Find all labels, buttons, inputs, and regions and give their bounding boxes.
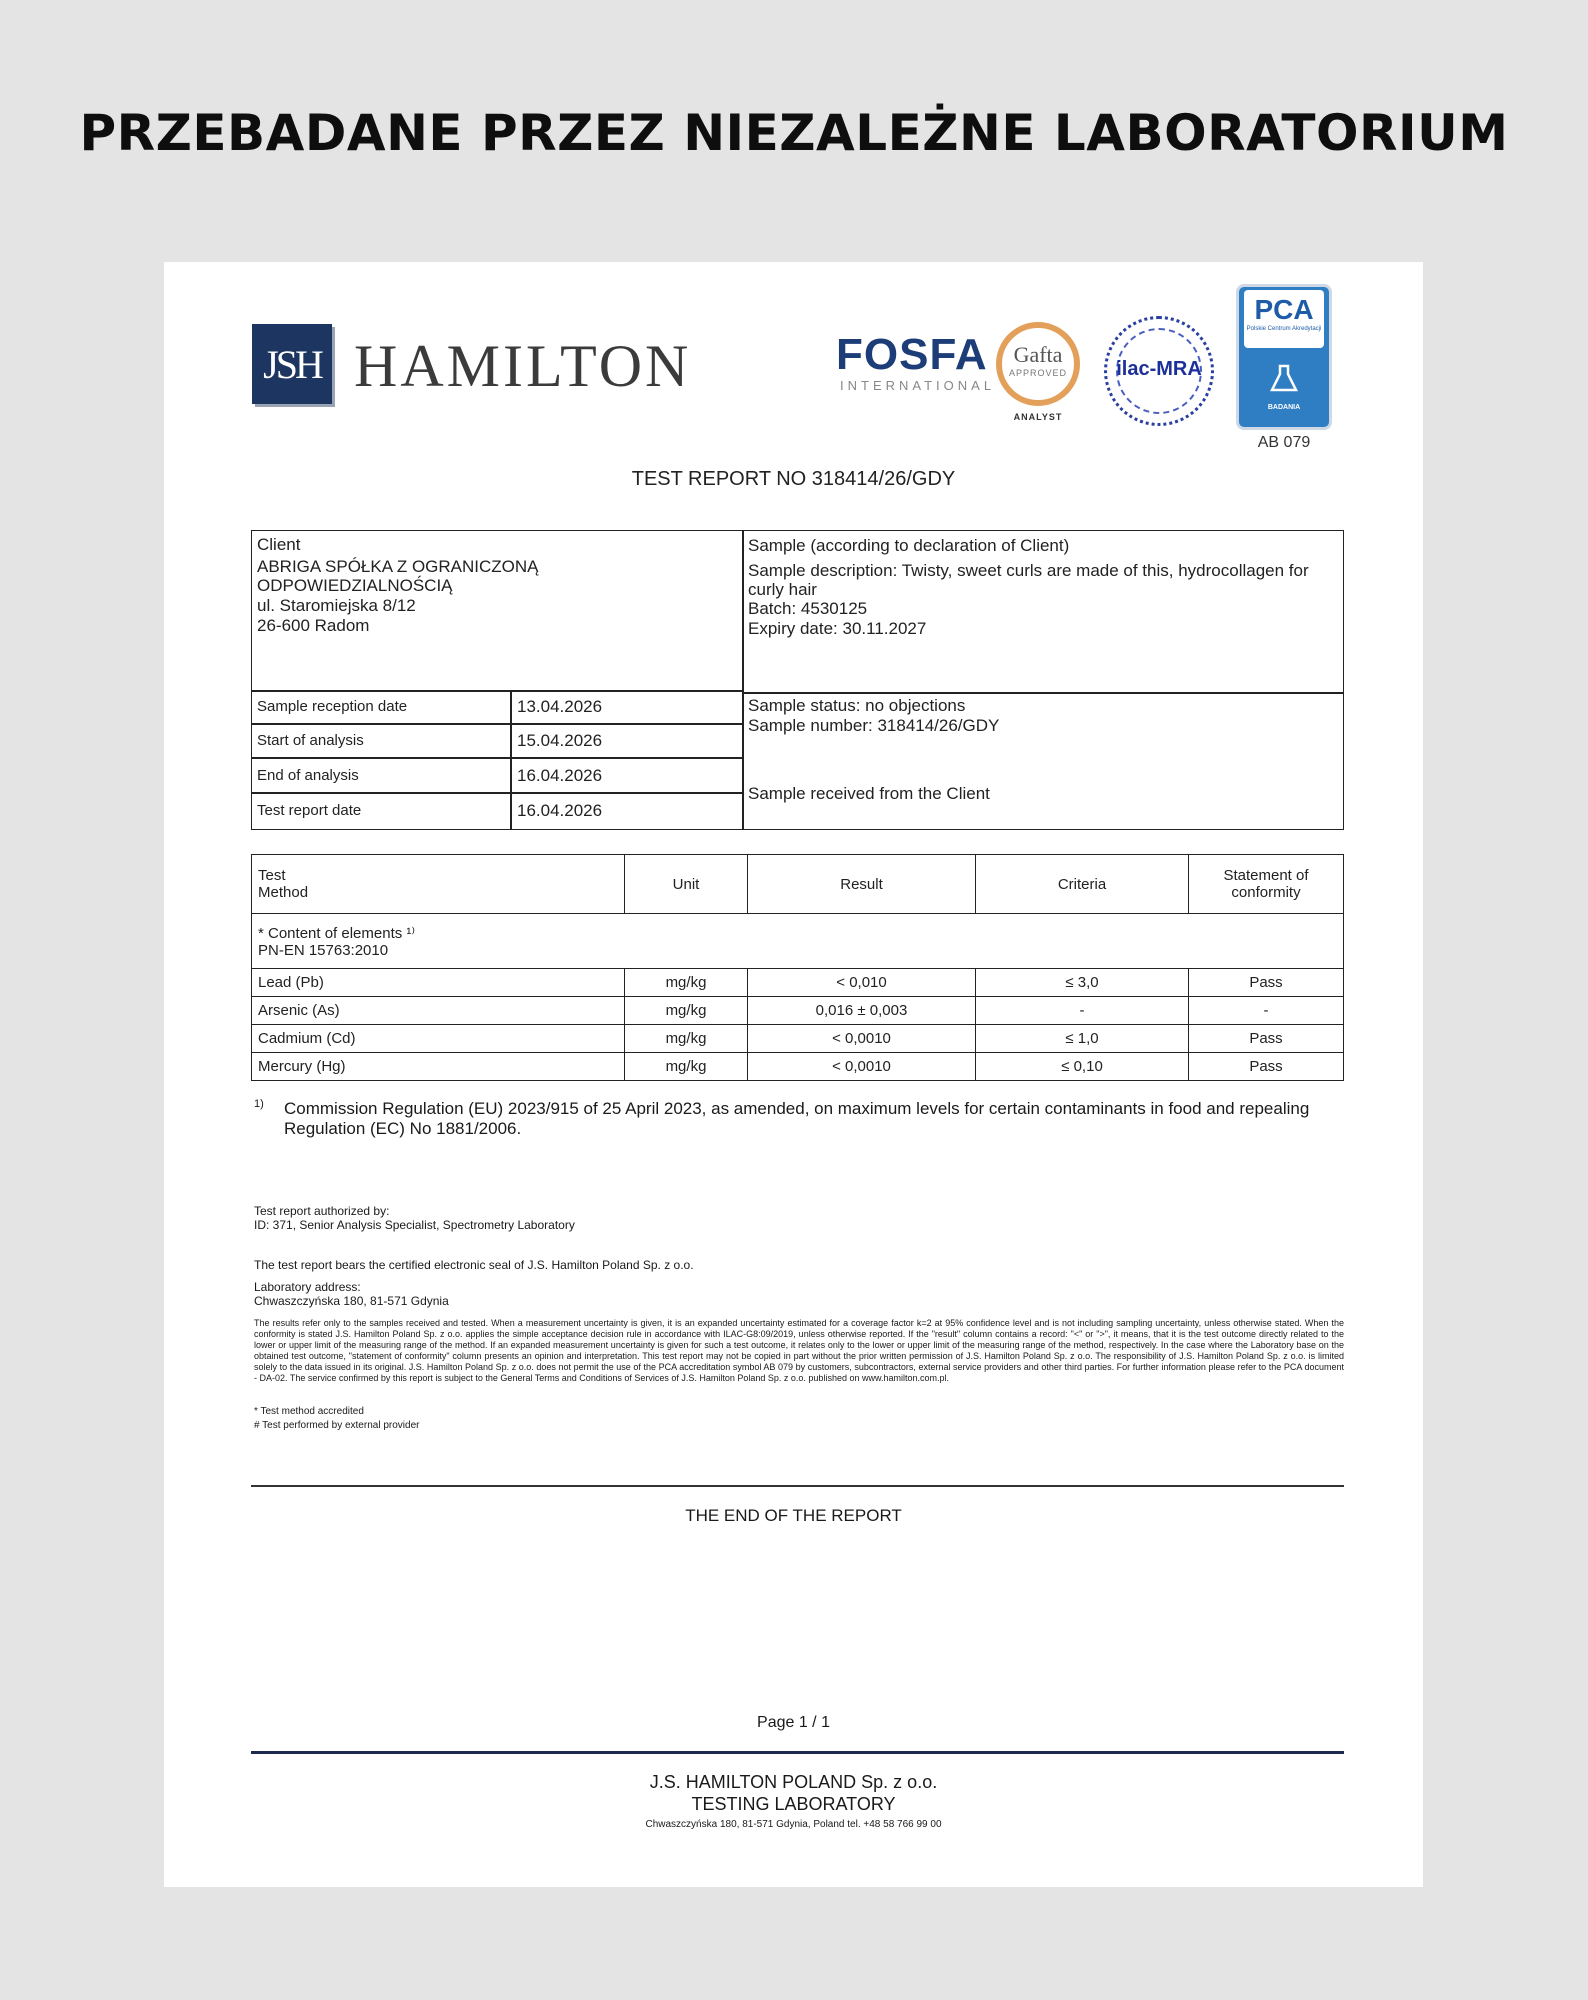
company-division: TESTING LABORATORY [691,1794,896,1814]
flask-icon [1268,362,1300,394]
electronic-seal-note: The test report bears the certified electronic seal of J.S. Hamilton Poland Sp. z o.o. [254,1258,694,1272]
pca-accreditation-number: AB 079 [1257,434,1311,451]
cell-unit: mg/kg [625,969,748,997]
report-title: TEST REPORT NO 318414/26/GDY [631,468,956,490]
dates-column-divider [510,690,512,830]
cell-result: < 0,010 [748,969,976,997]
header-result: Result [748,855,976,914]
dates-row-divider-3 [251,792,742,794]
results-group-row [252,914,1344,969]
cell-criteria: ≤ 3,0 [976,969,1189,997]
results-header-row [252,855,1344,914]
header-unit: Unit [625,855,748,914]
page-headline: PRZEBADANE PRZEZ NIEZALEŻNE LABORATORIUM [79,104,1509,162]
cell-statement: Pass [1189,1025,1344,1053]
footnote-text: Commission Regulation (EU) 2023/915 of 25 April 2023, as amended, on maximum levels for certain contaminants in food and repealing Regulation (EC) No 1881/2006. [284,1099,1310,1138]
cell-criteria: ≤ 1,0 [976,1025,1189,1053]
header-statement-line1: Statement of [1223,867,1309,884]
client-heading: Client [257,535,301,554]
footer-divider [251,1751,1344,1754]
disclaimer-text: The results refer only to the samples received and tested. When a measurement uncertainty is given, it is an expanded uncertainty estimated for a coverage factor k=2 at 95% confidence level and is not including sampling uncertainty, unless otherwise stated. When the conformity is stated J.S. Hamilton Poland Sp. z o.o. applies the simple acceptance decision rule in accordance with ILAC-G8:09/2019, unless otherwise reported. If the "result" column contains a record: "<" or ">", it means, that it is the test outcome directly related to the lower or upper limit of the measuring range of the method. If an expanded measurement uncertainty is given for such a test outcome, it relates only to the lower or upper limit of the measuring range of the method, respectively. In the case where the Laboratory base on the obtained test outcome, "statement of conformity" column presents an opinion and interpretation. This test report may not be copied in part without the prior written permission of J.S. Hamilton Poland Sp. z o.o. The responsibility of J.S. Hamilton Poland Sp. z o.o. is limited solely to the data issued in its original. J.S. Hamilton Poland Sp. z o.o. does not permit the use of the PCA accreditation symbol AB 079 by customers, subcontractors, external service providers and other third parties. For further information please refer to the PCA document - DA-02. The service confirmed by this report is subject to the General Terms and Conditions of Services of J.S. Hamilton Poland Sp. z o.o. published on www.hamilton.com.pl. [254,1318,1344,1383]
date-value: 13.04.2026 [517,697,603,716]
table-row [252,1053,1344,1081]
pca-badania-label: BADANIA [1267,404,1301,411]
cell-test: Cadmium (Cd) [252,1025,625,1053]
cell-unit: mg/kg [625,997,748,1025]
date-label: Test report date [257,802,362,819]
end-divider [251,1485,1344,1487]
authorized-by-label: Test report authorized by: [254,1204,390,1218]
date-label: Start of analysis [257,732,364,749]
client-sample-divider [742,530,744,830]
cell-test: Mercury (Hg) [252,1053,625,1081]
client-name-line1: ABRIGA SPÓŁKA Z OGRANICZONĄ [257,557,539,576]
dates-row-divider-1 [251,723,742,725]
hamilton-logo-text: HAMILTON [354,333,692,399]
header-test: Test [258,867,286,884]
cell-test: Lead (Pb) [252,969,625,997]
cell-statement: - [1189,997,1344,1025]
date-value: 16.04.2026 [517,766,603,785]
footnote-marker: 1) [254,1098,264,1110]
legend-accredited: * Test method accredited [254,1406,364,1417]
header-test-method [252,855,625,914]
results-table [251,854,1344,1081]
cell-criteria: ≤ 0,10 [976,1053,1189,1081]
date-value: 15.04.2026 [517,731,603,750]
sample-description-line1: Sample description: Twisty, sweet curls are made of this, hydrocollagen for [748,561,1309,580]
cell-unit: mg/kg [625,1025,748,1053]
pca-logo-subtitle: Polskie Centrum Akredytacji [1246,326,1322,332]
company-contact: Chwaszczyńska 180, 81-571 Gdynia, Poland tel. +48 58 766 99 00 [645,1819,942,1830]
gafta-approved-label: APPROVED [1008,368,1067,378]
group-method: PN-EN 15763:2010 [258,941,389,959]
sample-received: Sample received from the Client [748,784,990,803]
legend-external: # Test performed by external provider [254,1420,420,1431]
cell-test: Arsenic (As) [252,997,625,1025]
company-name: J.S. HAMILTON POLAND Sp. z o.o. [649,1772,938,1792]
group-title: * Content of elements ¹⁾ [258,924,416,942]
table-row [252,969,1344,997]
dates-row-divider-2 [251,757,742,759]
date-value: 16.04.2026 [517,801,603,820]
cell-criteria: - [976,997,1189,1025]
sample-description-line2: curly hair [748,580,817,599]
date-label: End of analysis [257,767,359,784]
laboratory-address-value: Chwaszczyńska 180, 81-571 Gdynia [254,1294,449,1308]
sample-status-divider [742,692,1344,694]
page-number: Page 1 / 1 [757,1714,830,1731]
sample-batch: Batch: 4530125 [748,599,868,618]
sample-status: Sample status: no objections [748,696,966,715]
cell-statement: Pass [1189,969,1344,997]
cell-result: < 0,0010 [748,1053,976,1081]
test-report-document [164,262,1423,1887]
date-label: Sample reception date [257,698,408,715]
results-group-cell [252,914,1344,969]
client-street: ul. Staromiejska 8/12 [257,596,416,615]
hamilton-logo-mark: JSH [252,324,332,404]
header-criteria: Criteria [976,855,1189,914]
table-row [252,1025,1344,1053]
header-statement [1189,855,1344,914]
sample-number: Sample number: 318414/26/GDY [748,716,1000,735]
gafta-analyst-label: ANALYST [1013,412,1063,422]
cell-result: < 0,0010 [748,1025,976,1053]
laboratory-address [254,1280,449,1308]
end-of-report: THE END OF THE REPORT [685,1506,902,1525]
authorized-by-id: ID: 371, Senior Analysis Specialist, Spectrometry Laboratory [254,1218,575,1232]
fosfa-logo: FOSFA [836,330,988,379]
cell-statement: Pass [1189,1053,1344,1081]
header-statement-line2: conformity [1231,884,1301,901]
client-dates-divider [251,690,742,692]
laboratory-address-label: Laboratory address: [254,1280,361,1294]
client-city: 26-600 Radom [257,616,370,635]
header-method-text: Method [258,884,309,901]
table-row [252,997,1344,1025]
sample-expiry: Expiry date: 30.11.2027 [748,619,927,638]
fosfa-logo-subtitle: INTERNATIONAL [840,378,996,393]
pca-logo: PCA [1254,294,1314,325]
sample-heading: Sample (according to declaration of Client) [748,536,1070,555]
cell-unit: mg/kg [625,1053,748,1081]
gafta-logo: Gafta [1013,342,1063,367]
authorization-block [254,1204,575,1232]
client-name-line2: ODPOWIEDZIALNOŚCIĄ [257,576,453,595]
cell-result: 0,016 ± 0,003 [748,997,976,1025]
ilac-mra-logo: ilac-MRA [1116,358,1202,380]
